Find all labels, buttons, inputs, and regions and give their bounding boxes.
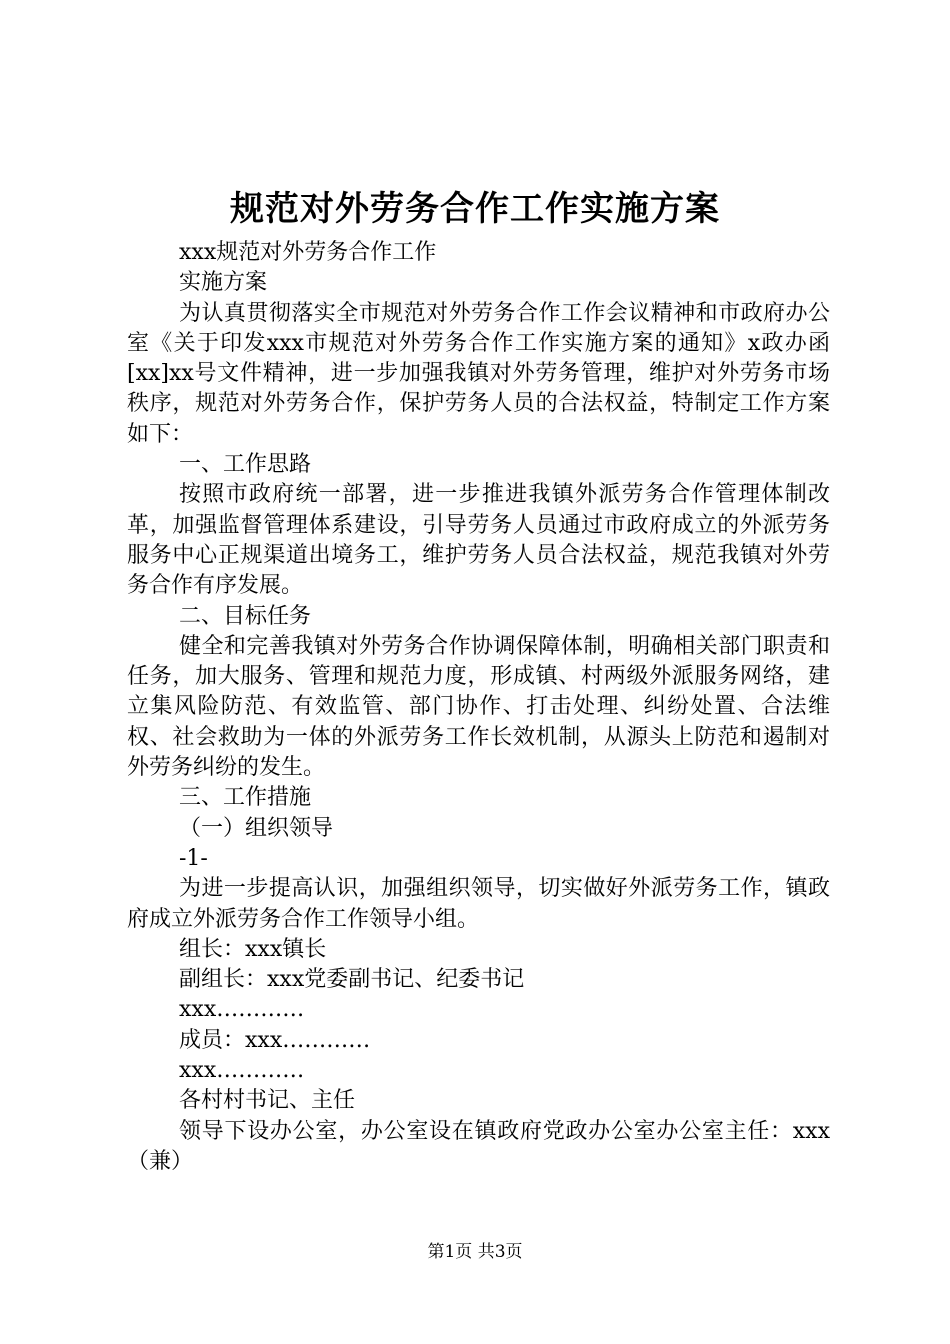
- subsection-heading: （一）组织领导: [179, 815, 334, 841]
- paragraph: 成员：xxx…………: [179, 1027, 371, 1053]
- paragraph: 实施方案: [179, 270, 268, 296]
- document-title: 规范对外劳务合作工作实施方案: [230, 189, 720, 229]
- paragraph: 领导下设办公室，办公室设在镇政府党政办公室办公室主任：xxx（兼）: [127, 1118, 830, 1174]
- paragraph: 组长：xxx镇长: [179, 936, 327, 962]
- document-body: [127, 238, 830, 1177]
- paragraph: xxx规范对外劳务合作工作: [179, 240, 437, 265]
- paragraph: xxx…………: [179, 1058, 305, 1084]
- paragraph: 健全和完善我镇对外劳务合作协调保障体制，明确相关部门职责和任务，加大服务、管理和规范力度，形成镇、村两级外派服务网络，建立集风险防范、有效监管、部门协作、打击处理、纠纷处置、合法维权、社会救助为一体的外派劳务工作长效机制，从源头上防范和遏制对外劳务纠纷的发生。: [127, 633, 830, 781]
- paragraph: 为认真贯彻落实全市规范对外劳务合作工作会议精神和市政府办公室《关于印发xxx市规范对外劳务合作工作实施方案的通知》x政办函[xx]xx号文件精神，进一步加强我镇对外劳务管理，维护对外劳务市场秩序，规范对外劳务合作，保护劳务人员的合法权益，特制定工作方案如下：: [127, 300, 830, 447]
- inline-page-marker: -1-: [179, 845, 208, 871]
- paragraph: xxx…………: [179, 997, 305, 1023]
- section-heading: 一、工作思路: [179, 452, 312, 478]
- page-footer: 第1页 共3页: [427, 1242, 523, 1262]
- paragraph: 按照市政府统一部署，进一步推进我镇外派劳务合作管理体制改革，加强监督管理体系建设，引导劳务人员通过市政府成立的外派劳务服务中心正规渠道出境务工，维护劳务人员合法权益，规范我镇对外劳务合作有序发展。: [127, 482, 830, 599]
- paragraph: 各村村书记、主任: [179, 1088, 356, 1114]
- paragraph: 为进一步提高认识，加强组织领导，切实做好外派劳务工作，镇政府成立外派劳务合作工作领导小组。: [127, 876, 830, 932]
- section-heading: 二、目标任务: [179, 603, 312, 629]
- paragraph: 副组长：xxx党委副书记、纪委书记: [179, 967, 525, 993]
- section-heading: 三、工作措施: [179, 785, 312, 811]
